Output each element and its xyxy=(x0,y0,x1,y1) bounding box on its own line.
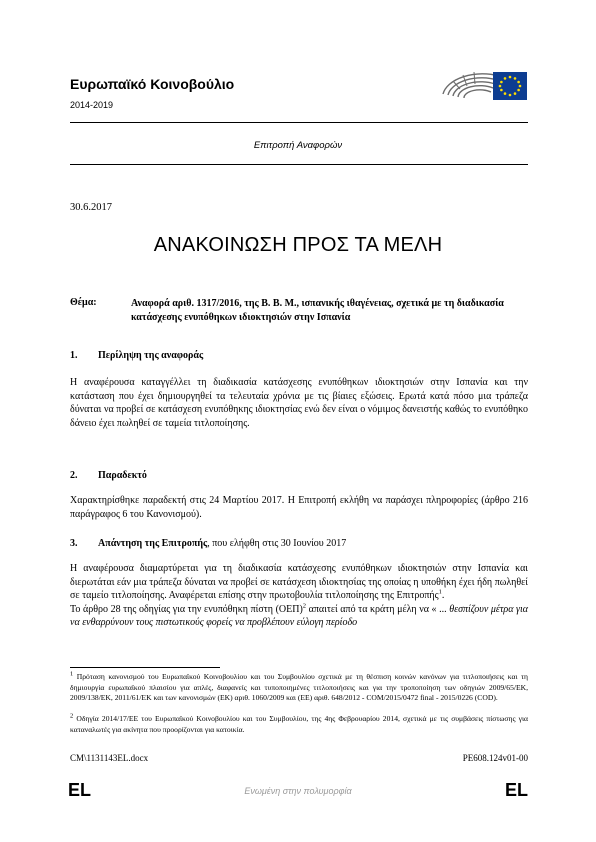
committee-name: Επιτροπή Αναφορών xyxy=(253,140,343,151)
document-date: 30.6.2017 xyxy=(70,202,112,213)
section-2-title: Παραδεκτό xyxy=(98,470,147,481)
header-divider-bottom xyxy=(70,164,528,165)
section-3-paragraph-2-cont: απαιτεί από τα κράτη μέλη να « ... xyxy=(306,603,450,615)
header-divider xyxy=(70,122,528,123)
subject-text: Αναφορά αριθ. 1317/2016, της Β. Β. Μ., ισπανικής ιθαγένειας, σχετικά με τη διαδικασία κατάσχεσης ενυπόθηκων ιδιοκτησιών στην Ισπανία xyxy=(131,298,504,323)
subject-label: Θέμα: xyxy=(70,297,97,308)
section-3-paragraph-1-end: . xyxy=(441,590,445,601)
section-1-text: Η αναφέρουσα καταγγέλλει τη διαδικασία κατάσχεσης ενυπόθηκων ιδιοκτησιών στην Ισπανία και την κατάσταση που έχει δημιουργηθεί τα τελευταία χρόνια με τις βίαιες εξώσεις. Ερωτά κατά πόσο μια τράπεζα δύναται να προβεί σε κατάσχεση ενυπόθηκης ιδιοκτησίας ενώ δεν είναι ο νόμιμος δανειστής καθώς το ενυπόθηκο δάνειο έχει πωληθεί σε ταμεία τιτλοποίησης. xyxy=(70,377,528,429)
section-3-title: Απάντηση της Επιτροπής xyxy=(98,538,208,549)
footer-filename: CM\1131143EL.docx xyxy=(70,753,149,763)
eu-motto: Ενωμένη στην πολυμορφία xyxy=(244,786,352,796)
footnote-divider xyxy=(70,667,220,668)
section-3-paragraph-1 xyxy=(70,562,528,603)
footnote-ref-1: 1 xyxy=(438,588,442,596)
footnote-1 xyxy=(70,672,528,704)
section-3-paragraph-2-text: Το άρθρο 28 της οδηγίας για την ενυπόθηκη πίστη (ΟΕΠ) xyxy=(70,603,303,615)
section-2-text: Χαρακτηρίσθηκε παραδεκτή στις 24 Μαρτίου 2017. Η Επιτροπή εκλήθη να παράσχει πληροφορίες (άρθρο 216 παράγραφος 6 του Κανονισμού). xyxy=(70,495,528,520)
section-3-paragraph-1-text: Η αναφέρουσα διαμαρτύρεται για τη διαδικασία κατάσχεσης ενυπόθηκων ιδιοκτησιών στην Ισπανία και διερωτάται εάν μια τράπεζα δύναται να προβεί σε κατάσχεση ιδιοκτησίας της οποίας η υποθήκη έχει ήδη πωληθεί σε ταμείο τιτλοποίησης. Αναφέρεται επίσης στην πρωτοβουλία τιτλοποίησης της Επιτροπής xyxy=(70,563,528,601)
institution-name: Ευρωπαϊκό Κοινοβούλιο xyxy=(70,76,235,92)
footnote-1-text: Πρόταση κανονισμού του Ευρωπαϊκού Κοινοβουλίου και του Συμβουλίου σχετικά με τη θέσπιση κοινών κανόνων για τιτλοποιήσεις και τη δημιουργία ευρωπαϊκού πλαισίου για απλές, διαφανείς και τυποποιημένες τιτλοποιήσεις και για την τροποποίηση των οδηγιών 2009/65/ΕΚ, 2009/138/ΕΚ, 2011/61/ΕΚ και των κανονισμών (ΕΚ) αριθ. 1060/2009 και (ΕΕ) αριθ. 648/2012 - COM/2015/0472 final - 2015/0226 (COD). xyxy=(70,672,528,702)
section-3-number: 3. xyxy=(70,538,78,549)
section-1-title: Περίληψη της αναφοράς xyxy=(98,350,204,361)
section-1-number: 1. xyxy=(70,350,78,361)
footnote-ref-2: 2 xyxy=(302,602,307,610)
section-3-paragraph-2 xyxy=(70,603,528,630)
footnote-1-number: 1 xyxy=(70,670,74,678)
footnote-2-number: 2 xyxy=(70,712,74,720)
language-code-left: EL xyxy=(68,780,92,800)
european-parliament-logo xyxy=(437,64,529,110)
section-2-number: 2. xyxy=(70,470,78,481)
section-3-paragraph-2-quote: θεσπίζουν μέτρα για να ενθαρρύνουν τους πιστωτικούς φορείς να προβλέπουν εύλογη περίοδο xyxy=(70,603,529,628)
footnote-2-text: Οδηγία 2014/17/ΕΕ του Ευρωπαϊκού Κοινοβουλίου και του Συμβουλίου, της 4ης Φεβρουαρίου 2014, σχετικά με τις συμβάσεις πίστωσης για καταναλωτές για ακίνητα που προορίζονται για κατοικία. xyxy=(70,714,528,734)
document-title: ΑΝΑΚΟΙΝΩΣΗ ΠΡΟΣ ΤΑ ΜΕΛΗ xyxy=(153,234,443,256)
footer-reference: PE608.124v01-00 xyxy=(462,753,528,763)
section-3-text xyxy=(70,562,528,630)
footnote-2 xyxy=(70,714,528,735)
legislature-years: 2014-2019 xyxy=(70,100,114,110)
section-3-received-date: , που ελήφθη στις 30 Ιουνίου 2017 xyxy=(207,538,347,549)
section-3-heading xyxy=(98,538,346,549)
language-code-right: EL xyxy=(504,780,528,800)
